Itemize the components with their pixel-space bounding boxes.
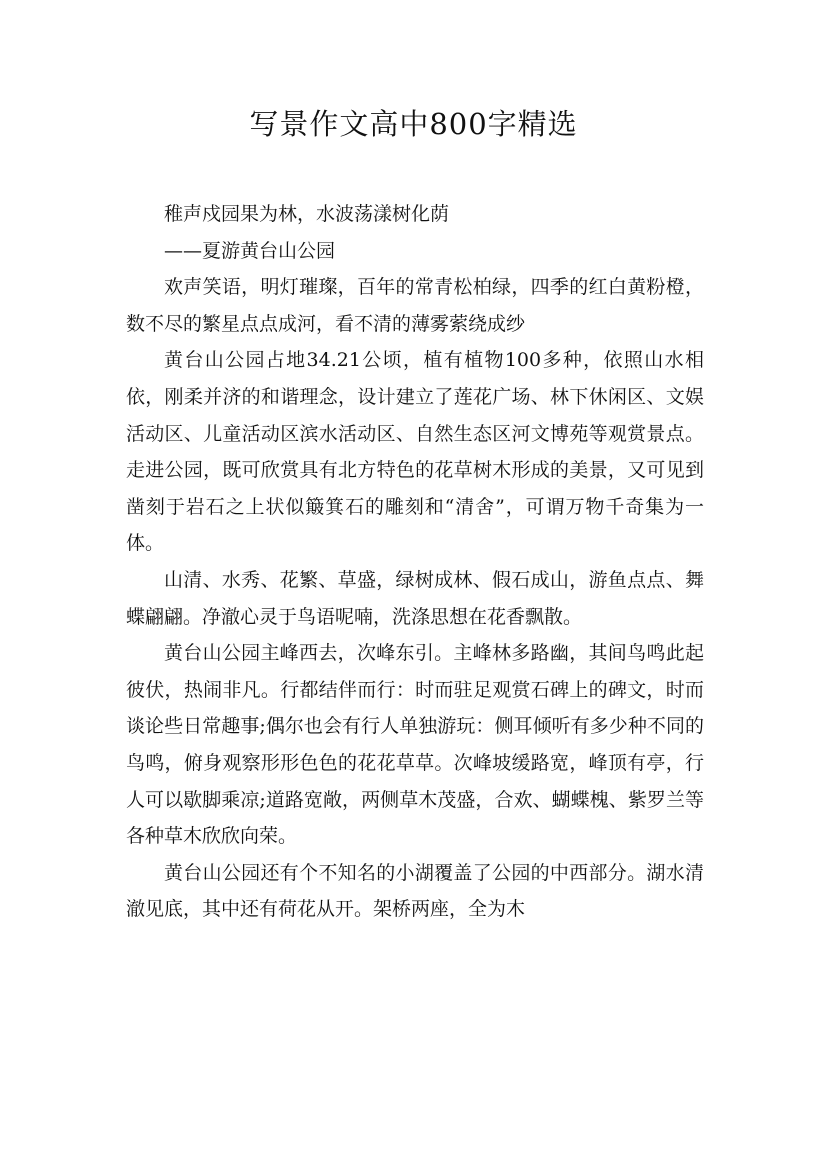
paragraph: 黄台山公园主峰西去，次峰东引。主峰林多路幽，其间鸟鸣此起彼伏，热闹非凡。行都结伴而行：时而驻足观赏石碑上的碑文，时而谈论些日常趣事;偶尔也会有行人单独游玩：侧耳倾听有多少种不同的鸟鸣，俯身观察形形色色的花花草草。次峰坡缓路宽，峰顶有亭，行人可以歇脚乘凉;道路宽敞，两侧草木茂盛，合欢、蝴蝶槐、紫罗兰等各种草木欣欣向荣。 <box>126 642 704 848</box>
paragraph: 黄台山公园占地34.21公顷，植有植物100多种，依照山水相依，刚柔并济的和谐理念，设计建立了莲花广场、林下休闲区、文娱活动区、儿童活动区滨水活动区、自然生态区河文博苑等观赏景点。走进公园，既可欣赏具有北方特色的花草树木形成的美景，又可见到凿刻于岩石之上状似簸箕石的雕刻和“清舍”，可谓万物千奇集为一体。 <box>126 349 704 555</box>
paragraph: 黄台山公园还有个不知名的小湖覆盖了公园的中西部分。湖水清澈见底，其中还有荷花从开。架桥两座，全为木 <box>126 861 704 921</box>
paragraph-subtitle-line-1: 稚声戍园果为林，水波荡漾树化荫 <box>164 203 450 225</box>
document-body <box>126 196 704 928</box>
paragraph: 欢声笑语，明灯璀璨，百年的常青松柏绿，四季的红白黄粉橙，数不尽的繁星点点成河，看不清的薄雾萦绕成纱 <box>126 276 704 335</box>
paragraph: 山清、水秀、花繁、草盛，绿树成林、假石成山，游鱼点点、舞蝶翩翩。净澈心灵于鸟语呢喃，洗涤思想在花香飘散。 <box>126 568 704 628</box>
document-title: 写景作文高中800字精选 <box>249 107 578 141</box>
paragraph-subtitle-line-2: ——夏游黄台山公园 <box>164 239 336 262</box>
